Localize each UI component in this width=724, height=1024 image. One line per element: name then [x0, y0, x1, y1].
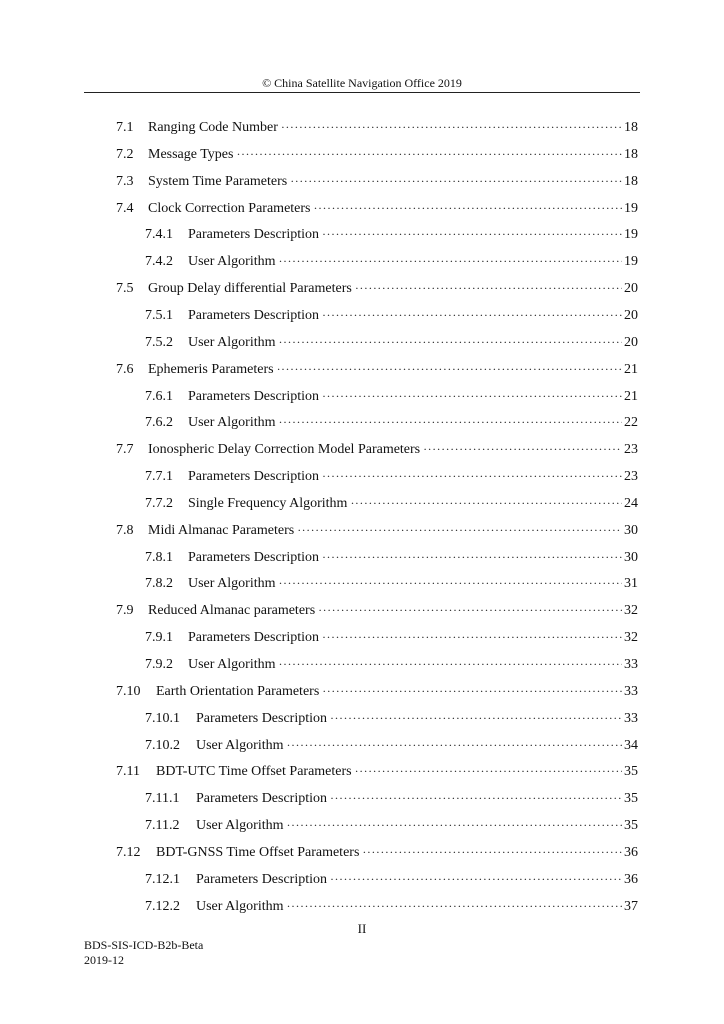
toc-entry-page: 20	[624, 281, 638, 297]
toc-subsection-entry[interactable]	[145, 221, 638, 247]
toc-entry-title: Group Delay differential Parameters	[148, 281, 352, 297]
toc-subsection-entry[interactable]	[145, 463, 638, 489]
running-header: © China Satellite Navigation Office 2019	[262, 76, 462, 90]
toc-subsection-entry[interactable]	[145, 893, 638, 919]
header-rule	[84, 92, 640, 93]
toc-section-entry[interactable]	[116, 114, 638, 140]
toc-entry-title: Single Frequency Algorithm	[188, 495, 348, 511]
toc-section-entry[interactable]	[116, 356, 638, 382]
toc-dot-leader	[423, 436, 622, 462]
toc-entry-page: 18	[624, 173, 638, 189]
toc-entry-number: 7.9	[116, 603, 134, 619]
toc-entry-title: Parameters Description	[188, 227, 320, 243]
toc-entry-number: 7.6	[116, 361, 134, 377]
toc-dot-leader	[355, 758, 622, 784]
toc-entry-page: 32	[624, 630, 638, 646]
toc-dot-leader	[322, 624, 622, 650]
toc-entry-number: 7.12.2	[145, 898, 180, 914]
toc-subsection-entry[interactable]	[145, 302, 638, 328]
toc-dot-leader	[279, 651, 623, 677]
toc-section-entry[interactable]	[116, 597, 638, 623]
toc-entry-title: User Algorithm	[188, 254, 276, 270]
footer-date: 2019-12	[84, 953, 124, 967]
toc-entry-number: 7.10.2	[145, 737, 180, 753]
toc-entry-number: 7.1	[116, 120, 134, 135]
toc-dot-leader	[350, 490, 622, 516]
toc-subsection-entry[interactable]	[145, 624, 638, 650]
toc-subsection-entry[interactable]	[145, 544, 638, 570]
toc-entry-page: 22	[624, 415, 638, 431]
toc-entry-title: Parameters Description	[188, 549, 320, 565]
toc-section-entry[interactable]	[116, 141, 638, 167]
toc-entry-title: Ephemeris Parameters	[148, 361, 274, 377]
toc-dot-leader	[279, 570, 623, 596]
toc-entry-title: User Algorithm	[188, 657, 276, 672]
toc-entry-page: 19	[624, 200, 638, 216]
toc-entry-title: Parameters Description	[188, 307, 320, 323]
toc-section-entry[interactable]	[116, 275, 638, 301]
toc-entry-number: 7.8.1	[145, 549, 173, 565]
toc-entry-title: BDT-UTC Time Offset Parameters	[156, 764, 352, 780]
toc-entry-number: 7.7.2	[145, 495, 173, 511]
toc-entry-page: 19	[624, 227, 638, 243]
toc-entry-title: Midi Almanac Parameters	[148, 522, 295, 538]
toc-entry-page: 34	[624, 737, 638, 753]
toc-entry-number: 7.5.1	[145, 307, 173, 323]
toc-entry-page: 32	[624, 603, 638, 619]
toc-entry-page: 33	[624, 657, 638, 672]
toc-dot-leader	[279, 329, 623, 355]
toc-entry-page: 24	[624, 495, 638, 511]
toc-entry-page: 35	[624, 791, 638, 807]
toc-entry-number: 7.2	[116, 146, 134, 162]
toc-dot-leader	[279, 409, 623, 435]
toc-dot-leader	[322, 302, 622, 328]
toc-subsection-entry[interactable]	[145, 732, 638, 758]
toc-entry-title: Earth Orientation Parameters	[156, 683, 320, 699]
toc-entry-title: User Algorithm	[196, 898, 284, 914]
toc-entry-page: 36	[624, 844, 638, 860]
toc-entry-page: 35	[624, 764, 638, 780]
toc-entry-number: 7.9.1	[145, 630, 173, 646]
toc-entry-title: Parameters Description	[188, 388, 320, 404]
toc-entry-number: 7.8.2	[145, 576, 173, 592]
toc-entry-title: Parameters Description	[188, 469, 320, 485]
toc-entry-page: 23	[624, 442, 638, 458]
toc-subsection-entry[interactable]	[145, 329, 638, 355]
toc-dot-leader	[281, 114, 622, 140]
toc-entry-title: Message Types	[148, 146, 234, 162]
toc-entry-title: User Algorithm	[188, 576, 276, 592]
toc-section-entry[interactable]	[116, 168, 638, 194]
toc-entry-title: Ranging Code Number	[148, 120, 278, 135]
toc-subsection-entry[interactable]	[145, 248, 638, 274]
toc-dot-leader	[330, 866, 622, 892]
toc-entry-number: 7.5	[116, 281, 134, 297]
toc-entry-title: Reduced Almanac parameters	[148, 603, 316, 619]
toc-dot-leader	[287, 893, 623, 919]
toc-dot-leader	[287, 812, 623, 838]
toc-entry-title: System Time Parameters	[148, 173, 288, 189]
toc-entry-page: 35	[624, 818, 638, 834]
toc-subsection-entry[interactable]	[145, 570, 638, 596]
toc-entry-page: 33	[624, 710, 638, 726]
toc-entry-title: User Algorithm	[196, 737, 284, 753]
toc-entry-title: Parameters Description	[196, 871, 328, 887]
toc-entry-number: 7.11.1	[145, 791, 180, 807]
toc-subsection-entry[interactable]	[145, 383, 638, 409]
toc-subsection-entry[interactable]	[145, 812, 638, 838]
toc-entry-number: 7.12.1	[145, 871, 180, 887]
toc-subsection-entry[interactable]	[145, 705, 638, 731]
toc-entry-number: 7.9.2	[145, 657, 173, 672]
toc-dot-leader	[322, 544, 622, 570]
toc-dot-leader	[362, 839, 622, 865]
toc-section-entry[interactable]	[116, 758, 638, 784]
toc-entry-page: 30	[624, 549, 638, 565]
toc-entry-page: 18	[624, 146, 638, 162]
toc-entry-number: 7.11	[116, 764, 140, 780]
toc-entry-page: 30	[624, 522, 638, 538]
toc-dot-leader	[322, 678, 622, 704]
toc-dot-leader	[314, 195, 622, 221]
toc-section-entry[interactable]	[116, 678, 638, 704]
toc-subsection-entry[interactable]	[145, 409, 638, 435]
toc-dot-leader	[279, 248, 623, 274]
toc-entry-title: Ionospheric Delay Correction Model Parameters	[148, 442, 421, 458]
toc-dot-leader	[330, 705, 622, 731]
toc-entry-number: 7.4.2	[145, 254, 173, 270]
toc-dot-leader	[287, 732, 623, 758]
toc-entry-title: User Algorithm	[188, 334, 276, 350]
toc-dot-leader	[297, 517, 622, 543]
toc-subsection-entry[interactable]	[145, 490, 638, 516]
toc-section-entry[interactable]	[116, 195, 638, 221]
toc-entry-number: 7.4	[116, 200, 134, 216]
toc-subsection-entry[interactable]	[145, 866, 638, 892]
toc-entry-number: 7.10	[116, 683, 141, 699]
toc-entry-title: User Algorithm	[188, 415, 276, 431]
page-number: II	[357, 921, 367, 936]
toc-entry-page: 21	[624, 388, 638, 404]
footer-document-id: BDS-SIS-ICD-B2b-Beta	[84, 938, 204, 952]
toc-subsection-entry[interactable]	[145, 651, 638, 677]
toc-dot-leader	[330, 785, 622, 811]
toc-dot-leader	[322, 383, 622, 409]
toc-entry-page: 23	[624, 469, 638, 485]
toc-entry-number: 7.11.2	[145, 818, 180, 834]
toc-entry-title: Clock Correction Parameters	[148, 200, 311, 216]
toc-dot-leader	[322, 221, 622, 247]
toc-entry-title: BDT-GNSS Time Offset Parameters	[156, 844, 360, 860]
toc-entry-number: 7.12	[116, 844, 141, 860]
toc-entry-number: 7.3	[116, 173, 134, 189]
toc-dot-leader	[277, 356, 622, 382]
toc-entry-number: 7.4.1	[145, 227, 173, 243]
toc-entry-page: 36	[624, 871, 638, 887]
toc-entry-page: 33	[624, 683, 638, 699]
toc-entry-number: 7.6.2	[145, 415, 173, 431]
toc-entry-number: 7.5.2	[145, 334, 173, 350]
toc-entry-title: Parameters Description	[188, 630, 320, 646]
toc-subsection-entry[interactable]	[145, 785, 638, 811]
toc-dot-leader	[318, 597, 622, 623]
toc-section-entry[interactable]	[116, 839, 638, 865]
toc-entry-page: 21	[624, 361, 638, 377]
toc-dot-leader	[290, 168, 622, 194]
toc-entry-number: 7.6.1	[145, 388, 173, 404]
toc-entry-title: Parameters Description	[196, 710, 328, 726]
toc-dot-leader	[355, 275, 622, 301]
toc-entry-number: 7.8	[116, 522, 134, 538]
toc-entry-title: Parameters Description	[196, 791, 328, 807]
toc-dot-leader	[322, 463, 622, 489]
toc-entry-title: User Algorithm	[196, 818, 284, 834]
toc-entry-page: 31	[624, 576, 638, 592]
toc-entry-number: 7.10.1	[145, 710, 180, 726]
toc-entry-number: 7.7.1	[145, 469, 173, 485]
toc-entry-page: 18	[624, 120, 638, 135]
toc-entry-page: 20	[624, 334, 638, 350]
toc-section-entry[interactable]	[116, 517, 638, 543]
toc-entry-page: 19	[624, 254, 638, 270]
toc-section-entry[interactable]	[116, 436, 638, 462]
toc-entry-page: 20	[624, 307, 638, 323]
toc-entry-number: 7.7	[116, 442, 134, 458]
toc-entry-page: 37	[624, 898, 638, 914]
toc-dot-leader	[236, 141, 622, 167]
